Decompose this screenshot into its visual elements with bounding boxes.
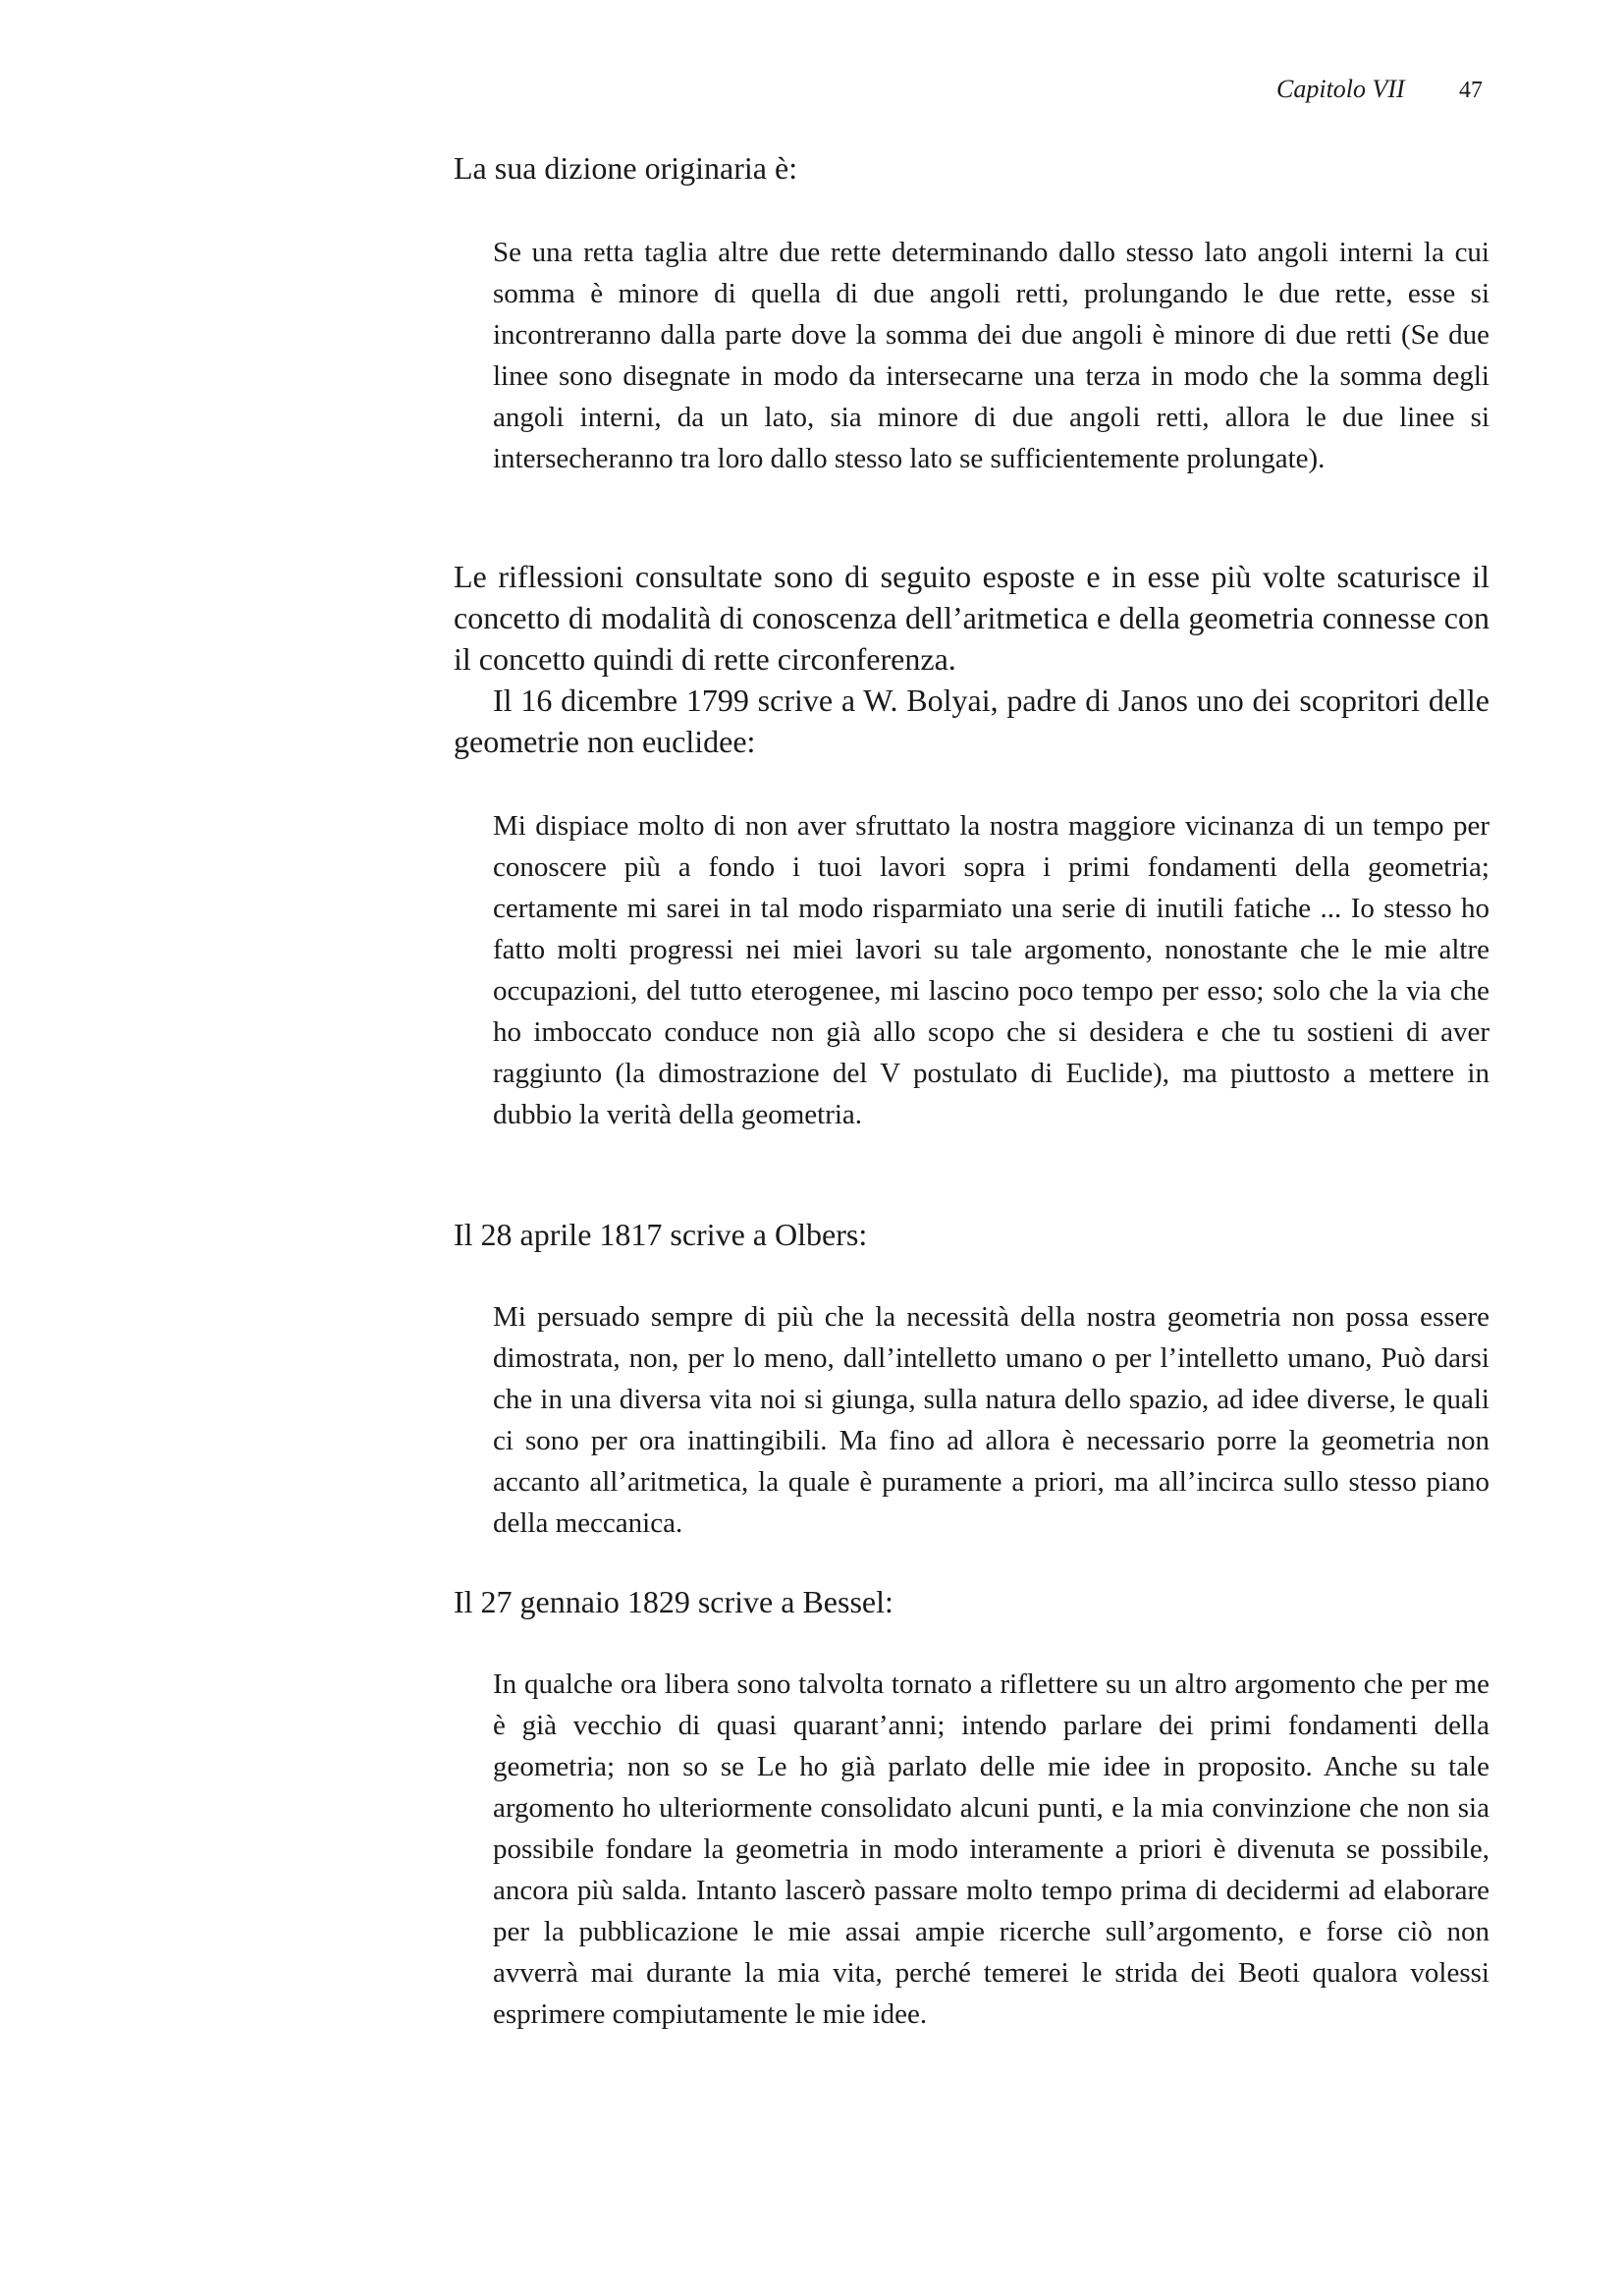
page-number: 47 xyxy=(1459,78,1483,103)
quote-1799: Mi dispiace molto di non aver sfruttato la nostra maggiore vicinanza di un tempo per conoscere più a fondo i tuoi lavori sopra i primi fondamenti della geometria; certamente mi sarei in tal modo risparmiato una serie di inutili fatiche ... Io stesso ho fatto molti progressi nei miei lavori su tale argomento, nonostante che le mie altre occupazioni, del tutto eterogenee, mi lascino poco tempo per esso; solo che la via che ho imboccato conduce non già allo scopo che si desidera e che tu sostieni di aver raggiunto (la dimostrazione del V postulato di Euclide), ma piuttosto a mettere in dubbio la verità della geometria. xyxy=(493,810,1489,1130)
paragraph-1817: Il 28 aprile 1817 scrive a Olbers: xyxy=(454,1217,868,1252)
paragraph-1829: Il 27 gennaio 1829 scrive a Bessel: xyxy=(454,1584,893,1619)
intro-paragraph: La sua dizione originaria è: xyxy=(454,150,798,186)
quote-1829: In qualche ora libera sono talvolta tornato a riflettere su un altro argomento che per me è già vecchio di quasi quarant’anni; intendo parlare dei primi fondamenti della geometria; non so se Le ho già parlato delle mie idee in proposito. Anche su tale argomento ho ulteriormente consolidato alcuni punti, e la mia convinzione che non sia possibile fondare la geometria in modo interamente a priori è divenuta se possibile, ancora più salda. Intanto lascerò passare molto tempo prima di decidermi ad elaborare per la pubblicazione le mie assai ampie ricerche sull’argomento, e forse ciò non avverrà mai durante la mia vita, perché temerei le strida dei Beoti qualora volessi esprimere compiutamente le mie idee. xyxy=(493,1668,1489,2030)
paragraph-1799: Il 16 dicembre 1799 scrive a W. Bolyai, padre di Janos uno dei scopritori delle geometrie non euclidee: xyxy=(454,683,1489,759)
running-header xyxy=(1276,75,1483,110)
paragraph-reflections: Le riflessioni consultate sono di seguito esposte e in esse più volte scaturisce il concetto di modalità di conoscenza dell’aritmetica e della geometria connesse con il concetto quindi di rette circonferenza. xyxy=(454,559,1489,677)
quote-euclid: Se una retta taglia altre due rette determinando dallo stesso lato angoli interni la cui somma è minore di quella di due angoli retti, prolungando le due rette, esse si incontreranno dalla parte dove la somma dei due angoli è minore di due retti (Se due linee sono disegnate in modo da intersecarne una terza in modo che la somma degli angoli interni, da un lato, sia minore di due angoli retti, allora le due linee si intersecheranno tra loro dallo stesso lato se sufficientemente prolungate). xyxy=(493,237,1489,474)
chapter-title: Capitolo VII xyxy=(1276,75,1405,103)
quote-1817: Mi persuado sempre di più che la necessità della nostra geometria non possa essere dimostrata, non, per lo meno, dall’intelletto umano o per l’intelletto umano, Può darsi che in una diversa vita noi si giunga, sulla natura dello spazio, ad idee diverse, le quali ci sono per ora inattingibili. Ma fino ad allora è necessario porre la geometria non accanto all’aritmetica, la quale è puramente a priori, ma all’incirca sullo stesso piano della meccanica. xyxy=(493,1301,1489,1539)
